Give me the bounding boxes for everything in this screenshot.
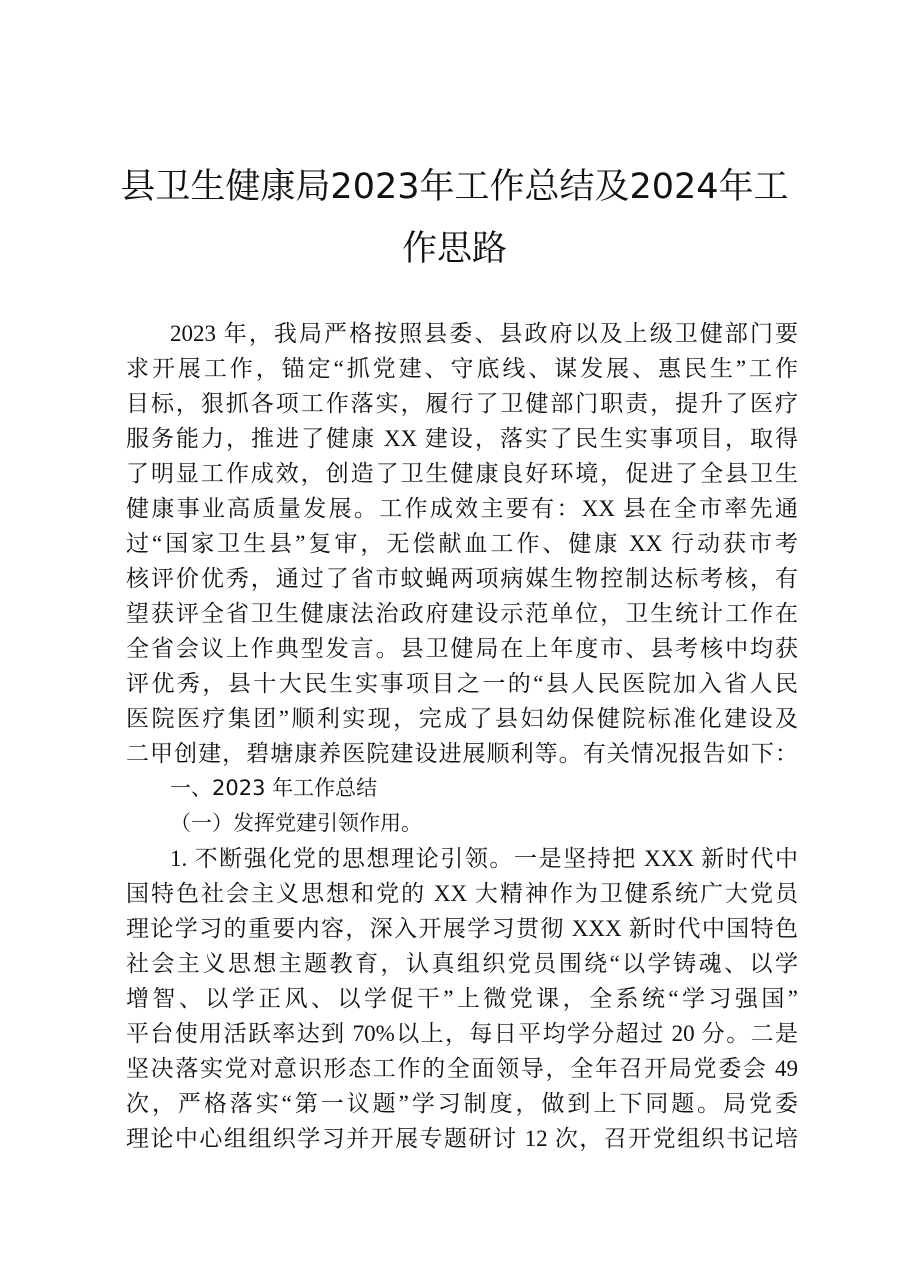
para1-line-3: 理论学习的重要内容，深入开展学习贯彻 XXX 新时代中国特色 xyxy=(126,916,798,941)
document-title-line-1: 县卫生健康局2023年工作总结及2024年工 xyxy=(120,167,789,207)
intro-line-9: 望获评全省卫生健康法治政府建设示范单位，卫生统计工作在 xyxy=(126,601,798,626)
section-heading: 一、2023 年工作总结 xyxy=(170,776,378,800)
para1-line-7: 坚决落实党对意识形态工作的全面领导，全年召开局党委会 49 xyxy=(126,1056,798,1081)
para1-line-9: 理论中心组组织学习并开展专题研讨 12 次，召开党组织书记培 xyxy=(126,1126,798,1151)
para1-line-8: 次，严格落实“第一议题”学习制度，做到上下同题。局党委 xyxy=(126,1091,798,1116)
para1-line-2: 国特色社会主义思想和党的 XX 大精神作为卫健系统广大党员 xyxy=(126,881,798,906)
intro-line-4: 服务能力，推进了健康 XX 建设，落实了民生实事项目，取得 xyxy=(126,426,798,451)
intro-line-12: 医院医疗集团”顺利实现，完成了县妇幼保健院标准化建设及 xyxy=(126,706,798,731)
intro-line-1: 2023 年，我局严格按照县委、县政府以及上级卫健部门要 xyxy=(170,321,798,346)
para1-line-1: 1. 不断强化党的思想理论引领。一是坚持把 XXX 新时代中 xyxy=(170,846,798,871)
para1-line-4: 社会主义思想主题教育，认真组织党员围绕“以学铸魂、以学 xyxy=(126,951,798,976)
para1-line-6: 平台使用活跃率达到 70%以上，每日平均学分超过 20 分。二是 xyxy=(126,1021,798,1046)
intro-line-8: 核评价优秀，通过了省市蚊蝇两项病媒生物控制达标考核，有 xyxy=(126,566,798,591)
intro-line-11: 评优秀，县十大民生实事项目之一的“县人民医院加入省人民 xyxy=(126,671,798,696)
intro-line-10: 全省会议上作典型发言。县卫健局在上年度市、县考核中均获 xyxy=(126,636,798,661)
para1-line-5: 增智、以学正风、以学促干”上微党课，全系统“学习强国” xyxy=(126,986,798,1011)
intro-line-2: 求开展工作，锚定“抓党建、守底线、谋发展、惠民生”工作 xyxy=(126,356,798,381)
document-title-line-2: 作思路 xyxy=(401,229,507,269)
intro-line-6: 健康事业高质量发展。工作成效主要有：XX 县在全市率先通 xyxy=(126,496,798,521)
intro-line-13: 二甲创建，碧塘康养医院建设进展顺利等。有关情况报告如下： xyxy=(126,741,798,766)
document-body xyxy=(126,316,798,1156)
intro-line-5: 了明显工作成效，创造了卫生健康良好环境，促进了全县卫生 xyxy=(126,461,798,486)
intro-line-7: 过“国家卫生县”复审，无偿献血工作、健康 XX 行动获市考 xyxy=(126,531,798,556)
intro-line-3: 目标，狠抓各项工作落实，履行了卫健部门职责，提升了医疗 xyxy=(126,391,798,416)
subsection-heading: （一）发挥党建引领作用。 xyxy=(170,811,422,835)
